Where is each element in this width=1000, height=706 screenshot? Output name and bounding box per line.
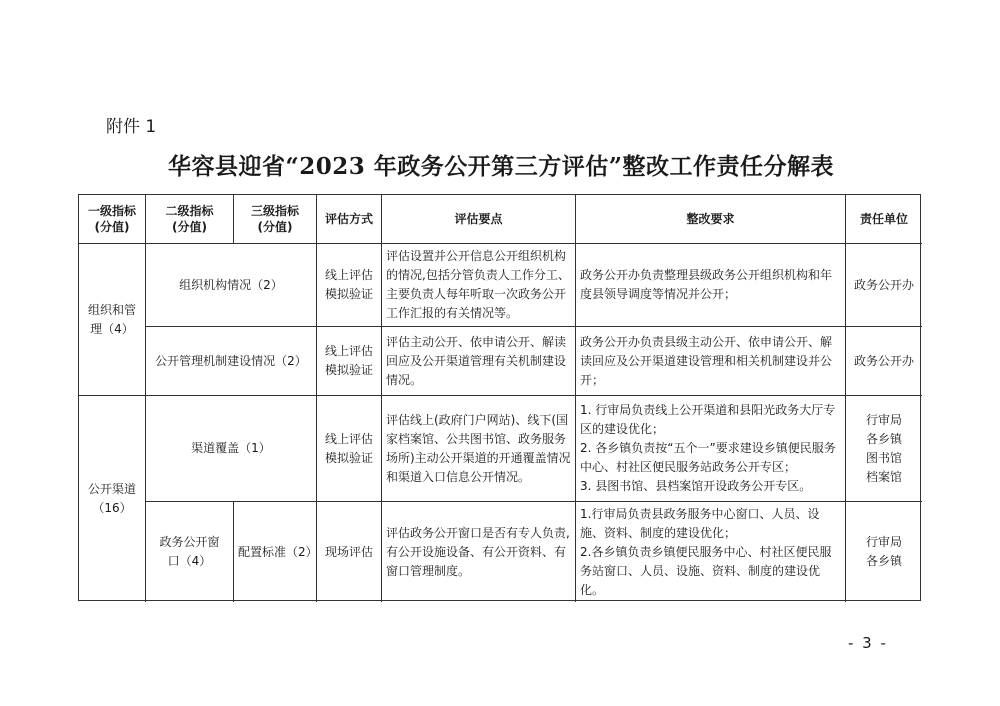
unit-cell [846,396,922,502]
unit-name: 图书馆 [865,450,902,465]
requirements-cell: 政务公开办负责县级主动公开、依申请公开、解读回应及公开渠道建设管理和相关机制建设并公开； [576,327,846,396]
header-method: 评估方式 [317,195,382,244]
requirement-item: 1. 行审局负责线上公开渠道和县阳光政务大厅专区的建设优化； [580,403,836,436]
requirement-item: 2. 各乡镇负责按“五个一”要求建设乡镇便民服务中心、村社区便民服务站政务公开专区； [580,441,836,474]
header-level2-sub: (分值) [172,220,207,234]
method-cell: 现场评估 [317,502,382,602]
points-cell: 评估政务公开窗口是否有专人负责,有公开设施设备、有公开资料、有窗口管理制度。 [382,502,576,602]
unit-name: 档案馆 [865,469,902,484]
unit-cell: 政务公开办 [846,244,922,327]
unit-name: 各乡镇 [865,554,902,568]
header-unit: 责任单位 [846,195,922,244]
points-cell: 评估线上(政府门户网站)、线下(国家档案馆、公共图书馆、政务服务场所)主动公开渠道的开通覆盖情况和渠道入口信息公开情况。 [382,396,576,502]
unit-cell: 政务公开办 [846,327,922,396]
unit-name: 行审局 [865,412,902,427]
attachment-label: 附件 1 [106,117,157,137]
requirements-cell [576,502,846,602]
document-title: 华容县迎省“2023 年政务公开第三方评估”整改工作责任分解表 [168,153,834,180]
header-level2-name: 二级指标 [165,204,214,218]
requirements-cell: 政务公开办负责整理县级政务公开组织机构和年度县领导调度等情况并公开； [576,244,846,327]
requirements-cell [576,396,846,502]
unit-cell [846,502,922,602]
level1-cell: 公开渠道（16） [79,396,146,602]
header-level1-sub: (分值) [94,220,130,234]
header-points: 评估要点 [382,195,576,244]
header-level1 [79,195,146,244]
header-level3 [234,195,317,244]
header-level1-name: 一级指标 [87,204,136,218]
points-cell: 评估设置并公开信息公开组织机构的情况,包括分管负责人工作分工、主要负责人每年听取一次政务公开工作汇报的有关情况等。 [382,244,576,327]
header-level3-sub: (分值) [257,220,293,234]
header-level2 [146,195,234,244]
level2-cell: 公开管理机制建设情况（2） [146,327,317,396]
level2-cell: 政务公开窗口（4） [146,502,234,602]
level1-cell: 组织和管理（4） [79,244,146,396]
requirement-item: 2.各乡镇负责乡镇便民服务中心、村社区便民服务站窗口、人员、设施、资料、制度的建设优化。 [580,544,832,597]
requirement-item: 1.行审局负责县政务服务中心窗口、人员、设施、资料、制度的建设优化； [580,506,820,540]
header-requirements: 整改要求 [576,195,846,244]
responsibility-table [78,194,921,601]
header-level3-name: 三级指标 [250,204,299,218]
method-cell: 线上评估模拟验证 [317,327,382,396]
requirement-item: 3. 县图书馆、县档案馆开设政务公开专区。 [580,479,812,493]
level2-cell: 渠道覆盖（1） [146,396,317,502]
page-number: - 3 - [848,634,888,652]
points-cell: 评估主动公开、依申请公开、解读回应及公开渠道管理有关机制建设情况。 [382,327,576,396]
method-cell: 线上评估模拟验证 [317,244,382,327]
method-cell: 线上评估模拟验证 [317,396,382,502]
level3-cell: 配置标准（2） [234,502,317,602]
unit-name: 各乡镇 [865,431,902,446]
unit-name: 行审局 [865,535,902,549]
level2-cell: 组织机构情况（2） [146,244,317,327]
